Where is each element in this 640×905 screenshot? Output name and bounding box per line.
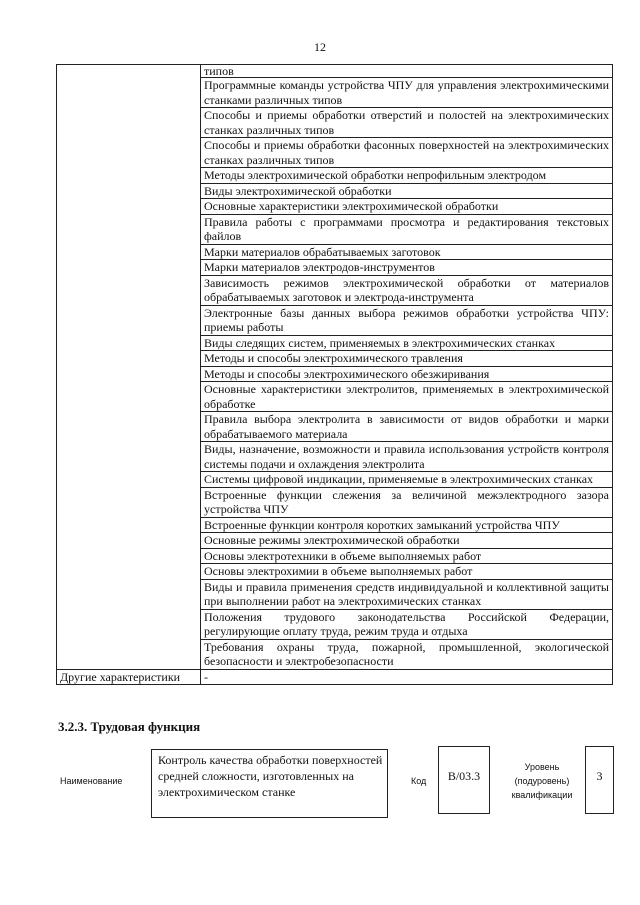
name-label: Наименование [60,776,123,786]
knowledge-item: Виды следящих систем, применяемых в электрохимических станках [201,335,613,351]
level-value: 3 [585,746,614,814]
table-row [57,65,613,78]
knowledge-item: Системы цифровой индикации, применяемые в электрохимических станках [201,472,613,488]
knowledge-item: Положения трудового законодательства Российской Федерации, регулирующие оплату труда, режим труда и отдыха [201,609,613,639]
knowledge-item: Марки материалов электродов-инструментов [201,260,613,276]
characteristics-label-cell [57,65,201,670]
knowledge-item: Способы и приемы обработки отверстий и полостей на электрохимических станках различных типов [201,108,613,138]
knowledge-item: Правила выбора электролита в зависимости от видов обработки и марки обрабатываемого материала [201,412,613,442]
code-label: Код [411,776,427,786]
knowledge-item: Основы электротехники в объеме выполняемых работ [201,548,613,564]
knowledge-item: Методы и способы электрохимического травления [201,351,613,367]
knowledge-item: Виды, назначение, возможности и правила использования устройств контроля системы подачи и охлаждения электролита [201,442,613,472]
knowledge-item: Методы и способы электрохимического обезжиривания [201,366,613,382]
knowledge-item: Виды и правила применения средств индивидуальной и коллективной защиты при выполнении работ на электрохимических станках [201,579,613,609]
knowledge-item: Методы электрохимической обработки непрофильным электродом [201,168,613,184]
knowledge-item: Способы и приемы обработки фасонных поверхностей на электрохимических станках различных типов [201,138,613,168]
section-heading: 3.2.3. Трудовая функция [58,719,201,734]
knowledge-item: Основы электрохимии в объеме выполняемых работ [201,564,613,580]
page-number: 12 [314,40,326,54]
labor-function-row [0,746,640,821]
other-characteristics-label: Другие характеристики [57,669,201,685]
knowledge-item: Встроенные функции слежения за величиной межэлектродного зазора устройства ЧПУ [201,487,613,517]
knowledge-item: Правила работы с программами просмотра и редактирования текстовых файлов [201,214,613,244]
level-label: Уровень (подуровень) квалификации [511,762,573,800]
knowledge-item: Основные характеристики электрохимической обработки [201,199,613,215]
knowledge-item: Программные команды устройства ЧПУ для управления электрохимическими станками различных типов [201,78,613,108]
knowledge-item: Зависимость режимов электрохимической обработки от материалов обрабатываемых заготовок и электрода-инструмента [201,275,613,305]
knowledge-item: Встроенные функции контроля коротких замыканий устройства ЧПУ [201,517,613,533]
knowledge-table [56,64,613,685]
knowledge-item: Требования охраны труда, пожарной, промышленной, экологической безопасности и электробезопасности [201,639,613,669]
knowledge-item: Основные характеристики электролитов, применяемых в электрохимической обработке [201,382,613,412]
code-value: B/03.3 [438,746,490,814]
knowledge-item: типов [201,65,613,78]
name-value: Контроль качества обработки поверхностей средней сложности, изготовленных на электрохимическом станке [151,749,388,818]
knowledge-item: Электронные базы данных выбора режимов обработки устройства ЧПУ: приемы работы [201,305,613,335]
knowledge-item: Виды электрохимической обработки [201,183,613,199]
other-characteristics-value: - [201,669,613,685]
knowledge-item: Основные режимы электрохимической обработки [201,533,613,549]
table-row-other [57,669,613,685]
knowledge-table-body [57,65,613,685]
knowledge-item: Марки материалов обрабатываемых заготовок [201,244,613,260]
